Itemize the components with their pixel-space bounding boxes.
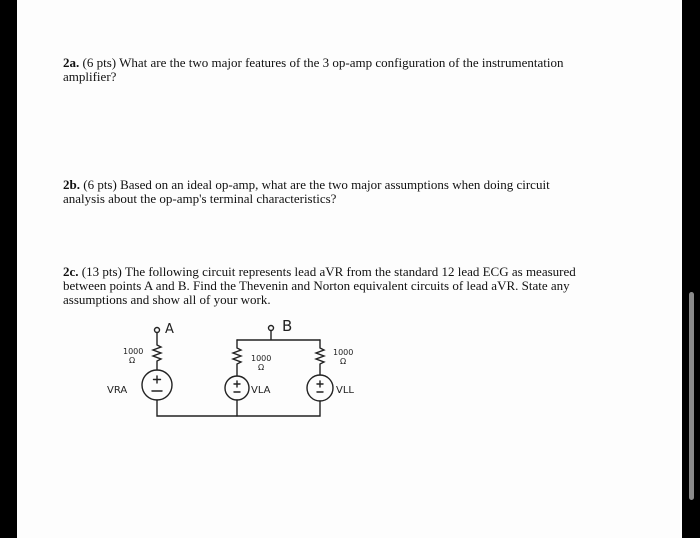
scrollbar[interactable] bbox=[689, 292, 694, 500]
terminal-a-label: A bbox=[165, 322, 174, 337]
voltage-source-la bbox=[225, 376, 249, 400]
resistor-value: 1000 bbox=[251, 354, 272, 363]
voltage-source-ll bbox=[307, 375, 333, 401]
ground-wire bbox=[157, 400, 320, 416]
question-label: 2c. bbox=[63, 264, 79, 279]
source-label-vla: VLA bbox=[251, 385, 271, 396]
resistor-ra bbox=[153, 333, 161, 370]
terminal-a-node bbox=[155, 328, 160, 333]
question-label: 2b. bbox=[63, 177, 80, 192]
source-label-vra: VRA bbox=[107, 385, 128, 396]
source-label-vll: VLL bbox=[336, 385, 354, 396]
resistor-unit: Ω bbox=[129, 356, 136, 365]
question-text: (13 pts) The following circuit represents lead aVR from the standard 12 lead ECG as measured between points A and B. Find the Thevenin and Norton equivalent circuits of lead aVR. State any assumptions and show all of your work. bbox=[63, 264, 576, 307]
terminal-b-node bbox=[269, 326, 274, 331]
question-label: 2a. bbox=[63, 55, 80, 70]
terminal-b-label: B bbox=[282, 317, 293, 335]
resistor-unit: Ω bbox=[340, 357, 347, 366]
resistor-la bbox=[233, 340, 241, 376]
voltage-source-ra bbox=[142, 370, 172, 400]
question-text: (6 pts) What are the two major features of the 3 op-amp configuration of the instrumentation amplifier? bbox=[63, 55, 564, 84]
resistor-ll bbox=[316, 340, 324, 375]
resistor-unit: Ω bbox=[258, 363, 265, 372]
resistor-value: 1000 bbox=[123, 347, 144, 356]
resistor-value: 1000 bbox=[333, 348, 354, 357]
top-wire bbox=[237, 331, 320, 340]
question-text: (6 pts) Based on an ideal op-amp, what are the two major assumptions when doing circuit analysis about the op-amp's terminal characteristics? bbox=[63, 177, 550, 206]
polarity-icon bbox=[152, 376, 162, 391]
polarity-icon bbox=[234, 381, 240, 416]
polarity-icon bbox=[317, 381, 323, 392]
